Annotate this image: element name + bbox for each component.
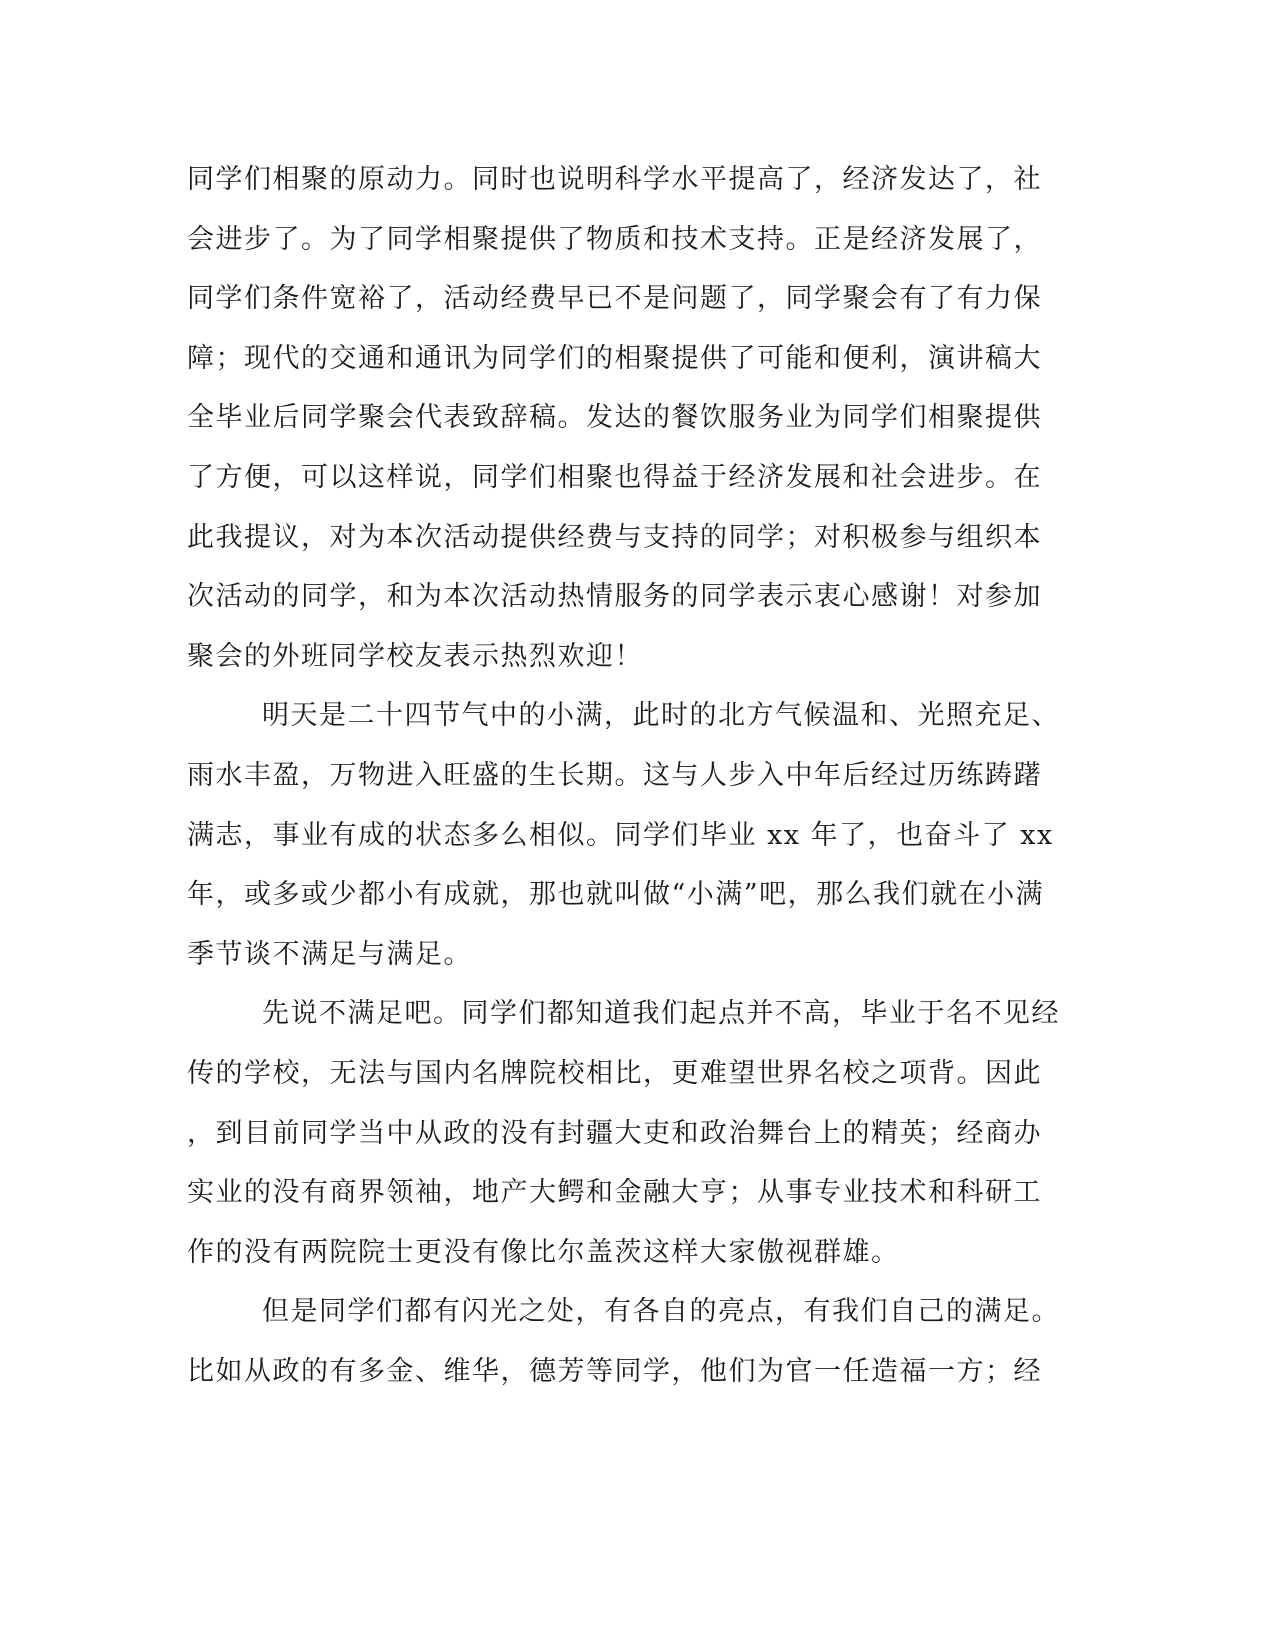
text-line: 年，或多或少都小有成就，那也就叫做“小满”吧，那么我们就在小满 <box>187 879 1045 911</box>
text-line: 传的学校，无法与国内名牌院校相比，更难望世界名校之项背。因此 <box>187 1058 1042 1089</box>
text-line: 雨水丰盈，万物进入旺盛的生长期。这与人步入中年后经过历练踌躇 <box>187 760 1042 791</box>
text-line: 此我提议，对为本次活动提供经费与支持的同学；对积极参与组织本 <box>187 521 1042 553</box>
text-line: 聚会的外班同学校友表示热烈欢迎！ <box>187 640 643 672</box>
text-line: 同学们条件宽裕了，活动经费早已不是问题了，同学聚会有了有力保 <box>187 283 1042 315</box>
text-line: 了方便，可以这样说，同学们相聚也得益于经济发展和社会进步。在 <box>187 462 1042 493</box>
text-line: 实业的没有商界领袖，地产大鳄和金融大亨；从事专业技术和科研工 <box>187 1177 1042 1209</box>
text-line: 但是同学们都有闪光之处，有各自的亮点，有我们自己的满足。 <box>262 1296 1060 1328</box>
text-line: 全毕业后同学聚会代表致辞稿。发达的餐饮服务业为同学们相聚提供 <box>187 402 1042 434</box>
text-line: 明天是二十四节气中的小满，此时的北方气候温和、光照充足、 <box>262 700 1060 732</box>
text-line: 满志，事业有成的状态多么相似。同学们毕业 xx 年了，也奋斗了 xx <box>187 819 1054 851</box>
text-line: ，到目前同学当中从政的没有封疆大吏和政治舞台上的精英；经商办 <box>187 1117 1042 1149</box>
text-line: 季节谈不满足与满足。 <box>187 938 472 970</box>
text-line: 作的没有两院院士更没有像比尔盖茨这样大家傲视群雄。 <box>187 1236 900 1268</box>
text-line: 先说不满足吧。同学们都知道我们起点并不高，毕业于名不见经 <box>262 998 1060 1030</box>
text-line: 次活动的同学，和为本次活动热情服务的同学表示衷心感谢！对参加 <box>187 581 1042 613</box>
text-line: 比如从政的有多金、维华，德芳等同学，他们为官一任造福一方；经 <box>187 1356 1042 1387</box>
text-line: 同学们相聚的原动力。同时也说明科学水平提高了，经济发达了，社 <box>187 164 1042 195</box>
text-line: 会进步了。为了同学相聚提供了物质和技术支持。正是经济发展了， <box>187 223 1042 255</box>
text-line: 障；现代的交通和通讯为同学们的相聚提供了可能和便利，演讲稿大 <box>187 342 1042 374</box>
